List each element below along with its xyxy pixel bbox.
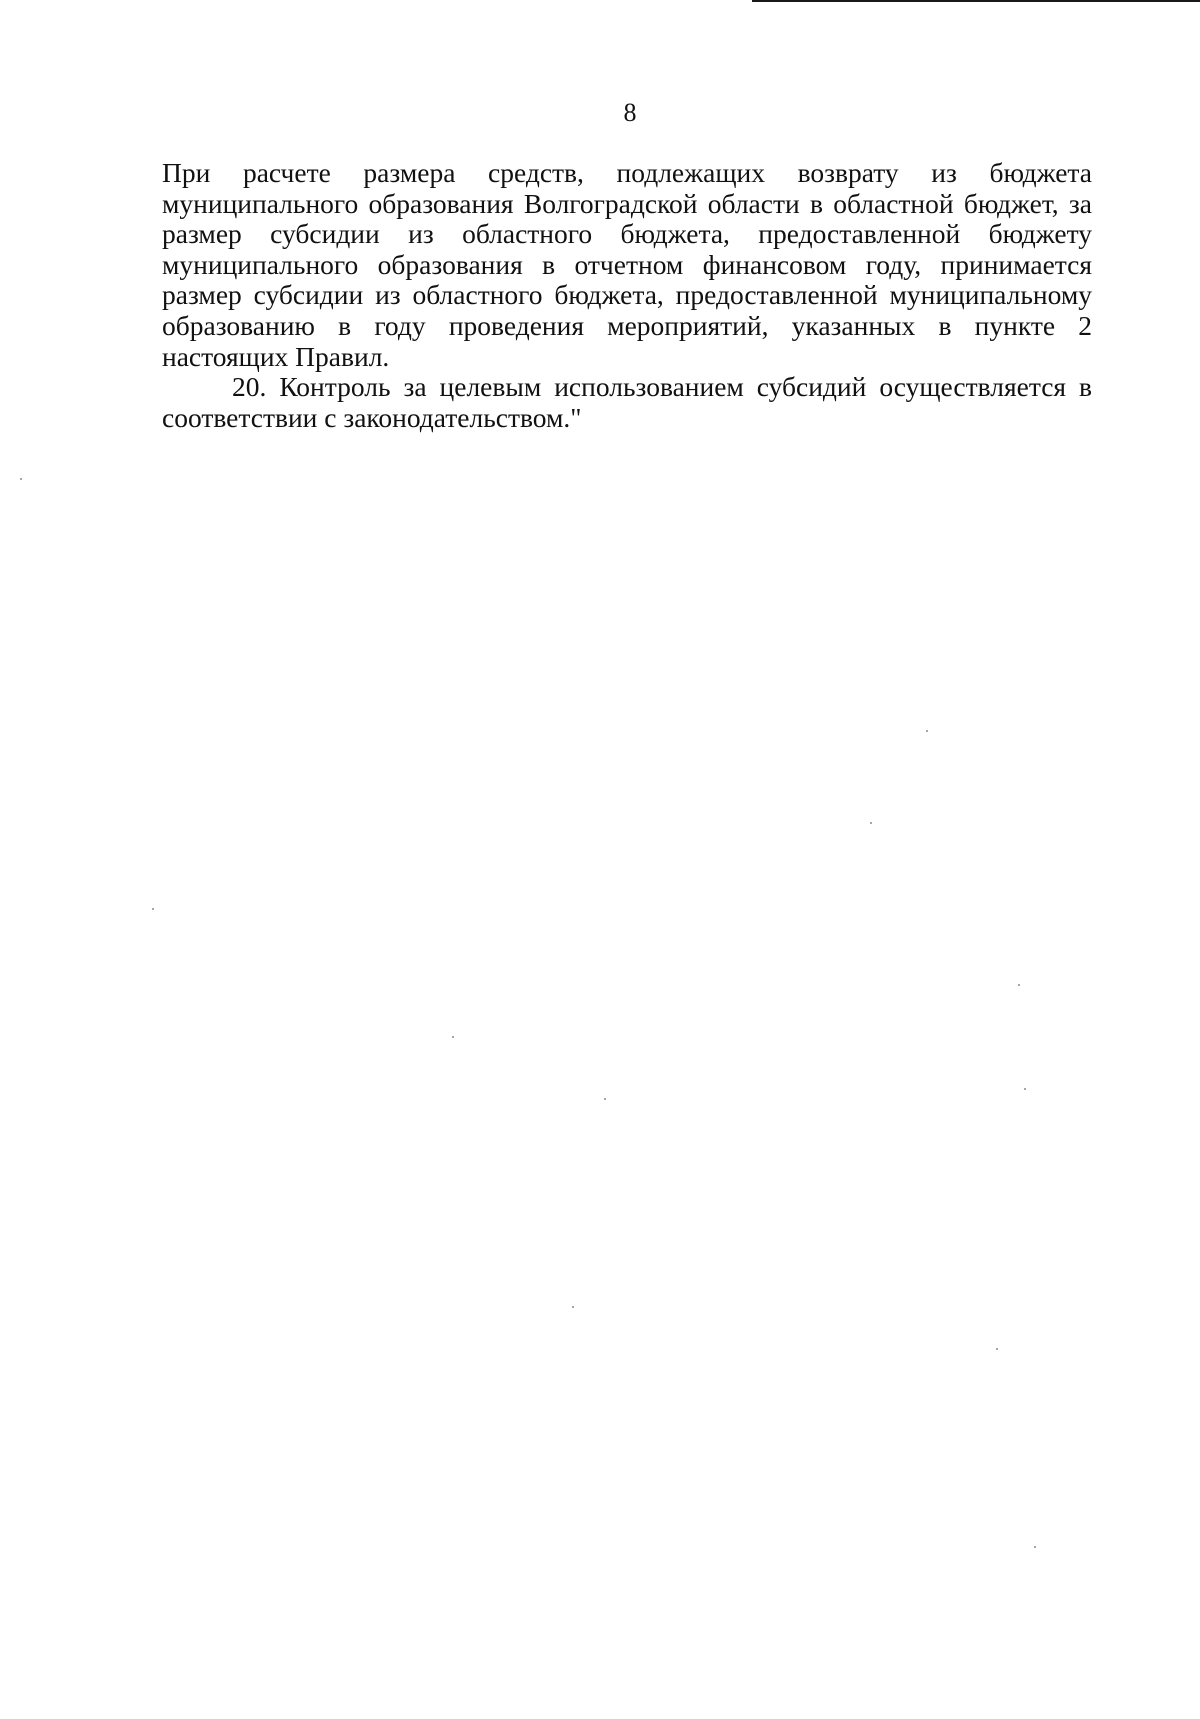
document-body: [162, 158, 1092, 433]
scan-speck: [1024, 1088, 1026, 1090]
page-number: 8: [623, 98, 637, 127]
scan-speck: [152, 908, 154, 910]
scan-speck: [1034, 1546, 1036, 1548]
scan-speck: [20, 478, 22, 480]
scan-speck: [604, 1098, 606, 1100]
scan-edge-line: [752, 0, 1200, 2]
scan-speck: [926, 730, 928, 732]
scan-speck: [996, 1348, 998, 1350]
scan-speck: [452, 1036, 454, 1038]
scan-speck: [1018, 984, 1020, 986]
scan-speck: [572, 1306, 574, 1308]
paragraph-item-20: 20. Контроль за целевым использованием субсидий осуществляется в соответствии с законодательством.": [162, 371, 1092, 433]
paragraph-subsidy-calculation: При расчете размера средств, подлежащих возврату из бюджета муниципального образования Волгоградской области в областной бюджет, за размер субсидии из областного бюджета, предоставленной бюджету муниципального образования в отчетном финансовом году, принимается размер субсидии из областного бюджета, предоставленной муниципальному образованию в году проведения мероприятий, указанных в пункте 2 настоящих Правил.: [162, 157, 1092, 372]
scan-speck: [870, 822, 872, 824]
